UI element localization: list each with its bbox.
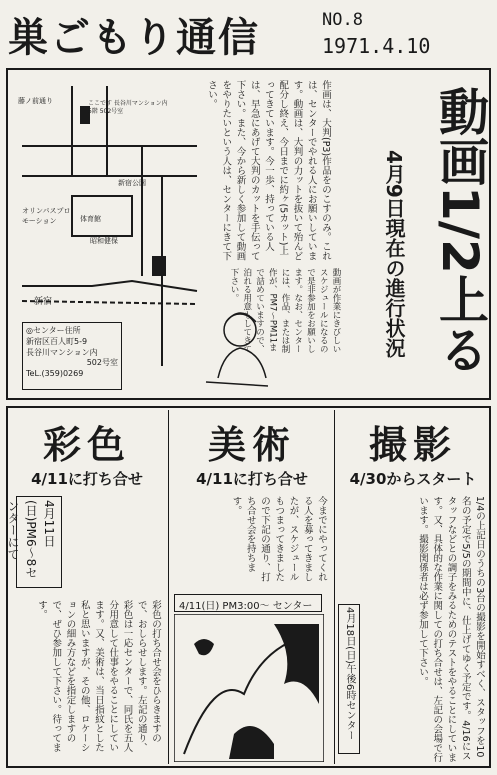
column-divider	[168, 410, 169, 764]
photography-body: 1/4の上記日のうちの3台の撮影を開始すべく、スタッフを10名の予定で5/5の期間中に、仕上げてゆく予定です。4/16にスタッフなどとの調子をみるためのテストをやることにしています。又、具体的な作業に関しての打ち合せは、左記の会場で行います。撮影関係者は必ず参加して下さい。	[417, 496, 485, 762]
section-meeting-art: 4/11に打ち合せ	[196, 470, 308, 488]
coloring-body: 彩色の打ち合せ会をひらきますので、おしらせします。左記の通り、彩色は一応センターで、同氏を五人分用意して仕事をやることにしています。又、美術は、当日指紋とした私と思いますが、その他、ロケーションの細み方などを指定しますので、ぜひ参加して下さい。待ってます。	[36, 600, 161, 752]
issue-number: NO.8	[322, 10, 363, 30]
address-line: 長谷川マンション内	[26, 347, 98, 357]
top-subheadline: 4月9日現在の進行状況	[382, 150, 406, 358]
newsletter-title: 巣ごもり通信	[8, 15, 260, 61]
top-article-body2: 動画が作業にきびしいスケジュールになるので是非参加をお願いします。なお、センターには、作品、または制作が、PM7～PM11まで詰めていますので、泊れる用意もしてきて下さい。	[229, 268, 341, 353]
top-headline: 動画1/2上る	[431, 86, 489, 374]
address-line: 新宿区百人町5-9	[26, 336, 88, 346]
address-heading: ◎センター住所	[26, 326, 81, 335]
map-label-olympus: オリンパスプロモーション	[22, 207, 71, 225]
map-label-street: 藤ノ前通り	[18, 97, 53, 105]
photography-meeting-box: 4月18日(日)午後6時センター	[338, 604, 360, 754]
address-tel: TeL.(359)0269	[26, 369, 84, 379]
column-divider	[334, 410, 335, 764]
section-heading-art: 美術	[207, 423, 296, 467]
map-label-center: ここです 長谷川マンション内 5階 502号室	[88, 100, 168, 115]
art-meeting-box: 4/11(日) PM3:00～ センター	[174, 594, 322, 612]
center-address-box	[22, 322, 122, 390]
section-heading-coloring: 彩色	[42, 423, 131, 467]
landscape-drawing	[174, 614, 324, 762]
top-article-body: 作画は、大判(P3)作品をのこすのみ。これは、センターでやれる人にお願いしています。動画は、大判の力ットを抜いて殆んど配分し終え、今日までに約ヶ(5カット)上ってきています。今一歩、持っている人は、早急にあげて大判のカットを手伝って下さい。また、今から新しく参加して動画をやりたいという人は、センターにきて下さい。	[206, 80, 331, 261]
issue-date: 1971.4.10	[322, 34, 431, 58]
section-meeting-coloring: 4/11に打ち合せ	[31, 470, 143, 488]
map-label-kenpo: 昭和健保	[90, 237, 118, 245]
coloring-meeting-box: 4月11日(日)PM6～8センターにて	[16, 496, 62, 588]
section-heading-photography: 撮影	[368, 423, 457, 467]
girl-illustration	[204, 282, 270, 392]
section-meeting-photography: 4/30からスタート	[349, 470, 477, 488]
art-body: 今までにやってくれる人を募ってきましたが、スケジュールもつまってきましたので下記の通り、打ち合せ会を持ちます。	[230, 496, 327, 582]
map-label-gym: 体育館	[80, 215, 101, 223]
map-label-shinjuku: 新宿	[34, 297, 53, 307]
girl-drawing	[204, 282, 270, 392]
address-line: 502号室	[86, 358, 118, 368]
art-illustration	[174, 614, 324, 762]
map-label-park: 新宿公園	[118, 179, 146, 187]
